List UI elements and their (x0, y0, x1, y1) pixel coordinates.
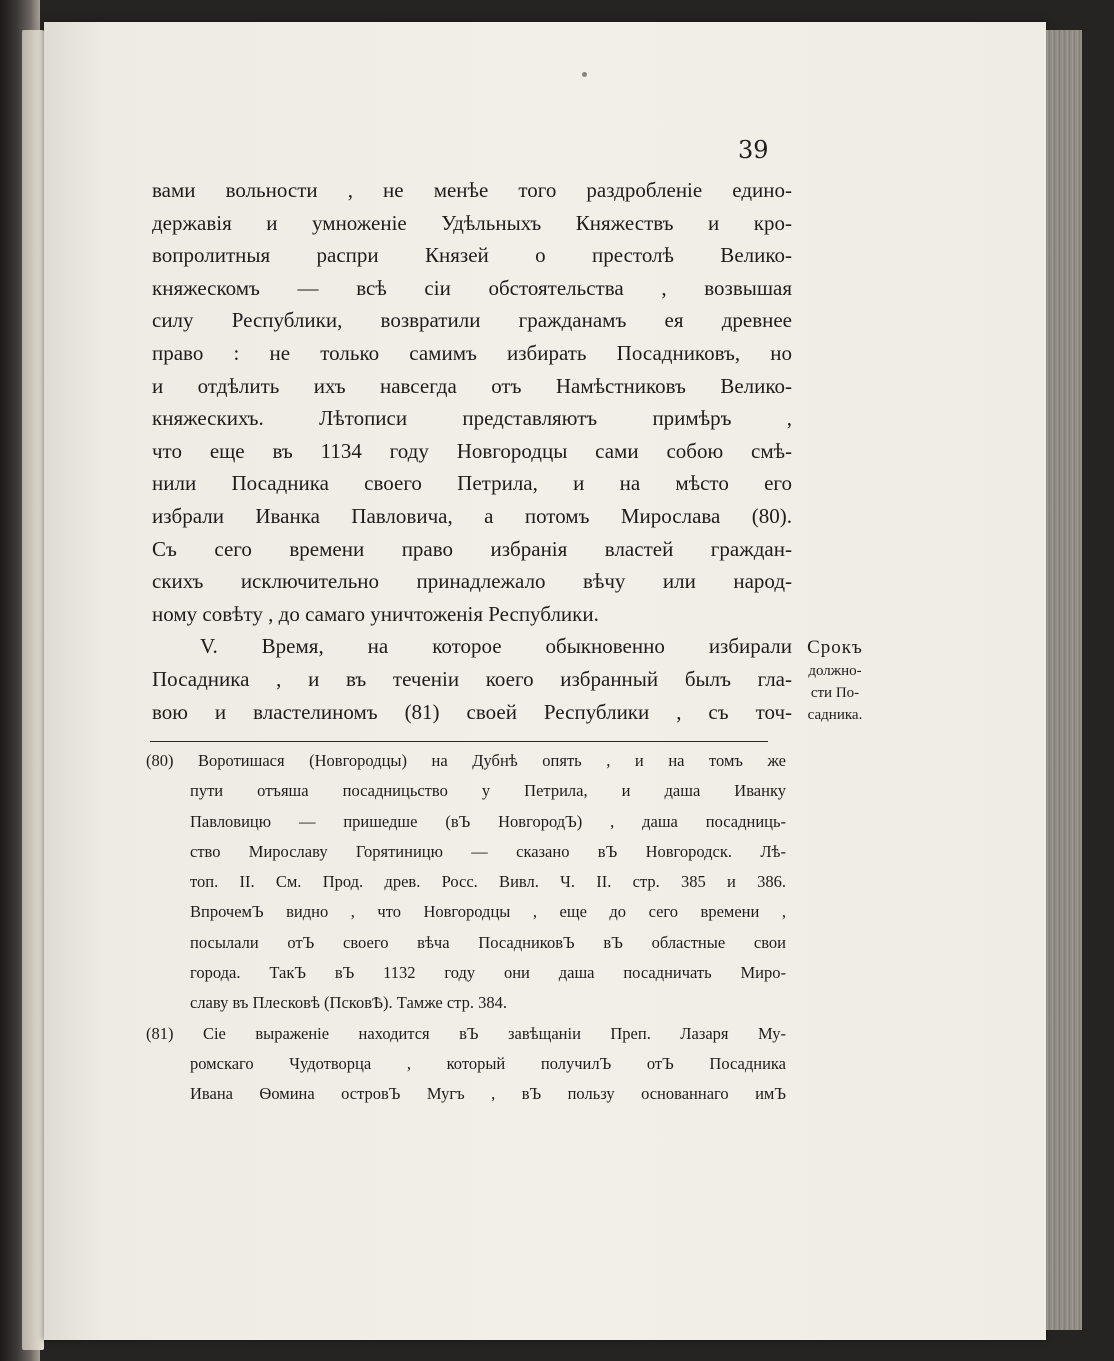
text-line: Посадника , и въ теченіи коего избранный былъ гла- (152, 666, 792, 691)
footnote-line: (81) Сіе выраженіе находится вЪ завѣщаніи Преп. Лазаря Му- (146, 1023, 786, 1043)
margin-note-line: садника. (807, 707, 863, 723)
text-line: ному совѣту , до самаго уничтоженія Республики. (152, 601, 599, 626)
text-line: княжескомъ — всѣ сіи обстоятельства , возвышая (152, 275, 792, 300)
margin-note-line: сти По- (810, 685, 860, 701)
footnote-line: ромскаго Чудотворца , который получилЪ отЪ Посадника (190, 1053, 786, 1073)
footnote-line: ство Мирославу Горятиницю — сказано вЪ Новгородск. Лѣ- (190, 841, 786, 861)
margin-note-line: Срокъ (807, 637, 863, 658)
footnote-line: славу въ Плесковѣ (ПсковѢ). Тамже стр. 384. (190, 993, 507, 1013)
footnote-line: города. ТакЪ вЪ 1132 году они даша посадничать Миро- (190, 963, 786, 983)
text-line: державія и умноженіе Удѣльныхъ Княжествъ и кро- (152, 210, 792, 235)
text-line: V. Время, на которое обыкновенно избирали (200, 634, 792, 659)
footnote-rule (150, 741, 768, 742)
text-line: вою и властелиномъ (81) своей Республики , съ точ- (152, 699, 792, 724)
footnote-line: посылали отЪ своего вѣча ПосадниковЪ вЪ областные свои (190, 932, 786, 952)
text-line: и отдѣлить ихъ навсегда отъ Намѣстниковъ Велико- (152, 373, 792, 398)
paper-speck (582, 72, 587, 77)
text-line: скихъ исключительно принадлежало вѣчу или народ- (152, 569, 792, 594)
footnote-line: топ. II. См. Прод. древ. Росс. Вивл. Ч. II. стр. 385 и 386. (190, 872, 786, 892)
text-line: княжескихъ. Лѣтописи представляютъ примѣръ , (152, 406, 792, 431)
main-text (152, 174, 792, 728)
margin-note (790, 636, 880, 726)
text-line: право : не только самимъ избирать Посадниковъ, но (152, 340, 792, 365)
footnote-line: Ивана Ѳомина островЪ Мугъ , вЪ пользу основаннаго имЪ (190, 1084, 786, 1104)
text-line: Съ сего времени право избранія властей граждан- (152, 536, 792, 561)
footnotes (146, 746, 786, 1110)
footnote-line: ВпрочемЪ видно , что Новгородцы , еще до сего времени , (190, 902, 786, 922)
text-line: силу Республики, возвратили гражданамъ ея древнее (152, 308, 792, 333)
page-number: 39 (738, 136, 769, 164)
footnote-line: Павловицю — пришедше (вЪ НовгородЪ) , даша посадниць- (190, 811, 786, 831)
text-line: нили Посадника своего Петрила, и на мѣсто его (152, 471, 792, 496)
footnote-line: пути отъяша посадницьство у Петрила, и даша Иванку (190, 781, 786, 801)
page-stack-edge (1046, 30, 1082, 1330)
text-line: что еще въ 1134 году Новгородцы сами собою смѣ- (152, 438, 792, 463)
margin-note-line: должно- (808, 663, 862, 679)
left-page-edge (22, 30, 44, 1350)
text-line: избрали Иванка Павловича, а потомъ Мирослава (80). (152, 503, 792, 528)
text-line: вопролитныя распри Князей о престолѣ Велико- (152, 243, 792, 268)
footnote-line: (80) Воротишася (Новгородцы) на Дубнѣ опять , и на томъ же (146, 751, 786, 770)
text-line: вами вольности , не менѣе того раздробленіе едино- (152, 178, 792, 202)
